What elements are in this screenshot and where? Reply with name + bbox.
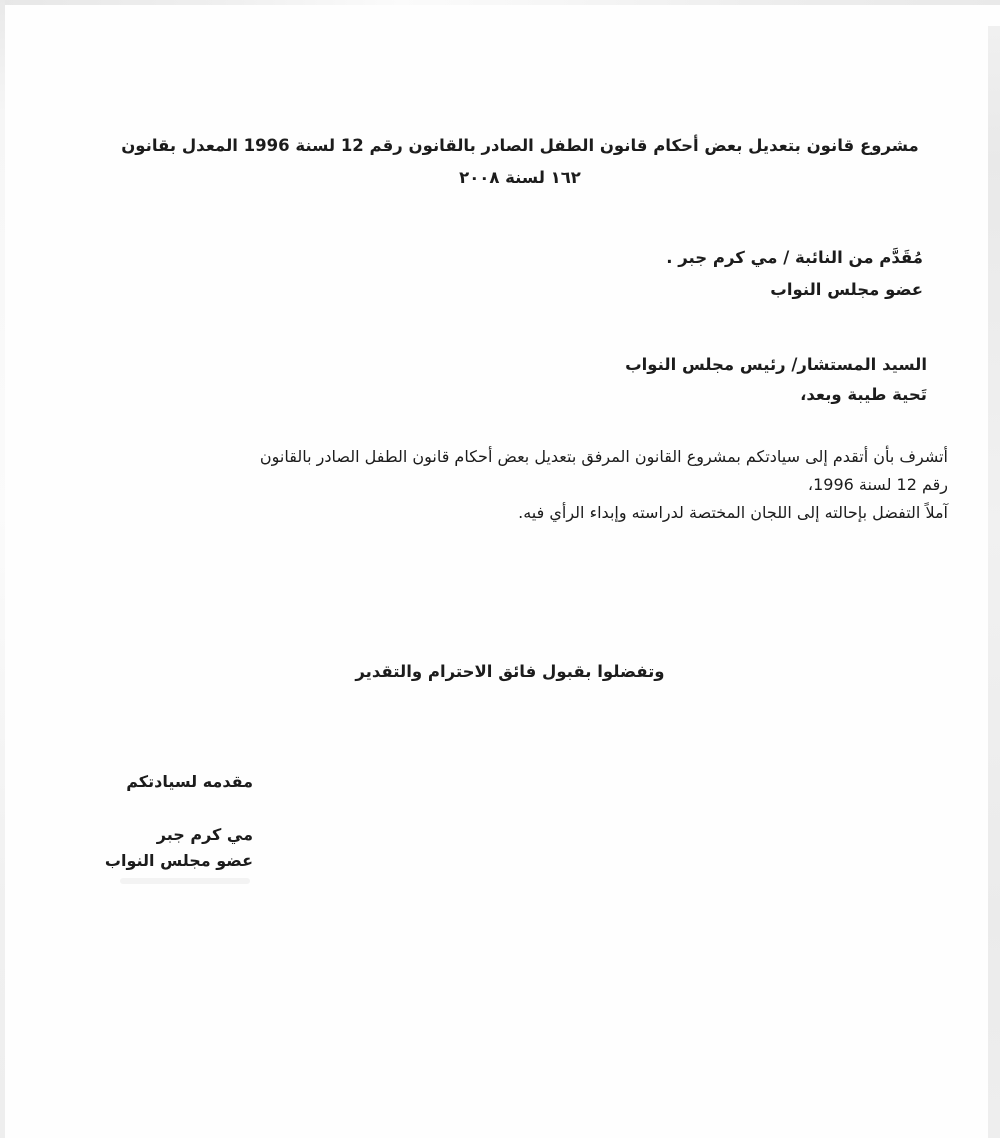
submitter-role: عضو مجلس النواب [770,280,923,299]
body-paragraph [103,443,948,527]
scan-edge-right [988,26,1000,1138]
scan-edge-top [0,0,1000,5]
greeting-line: تَحية طيبة وبعد، [800,385,927,404]
scan-edge-left [0,0,5,1138]
title-line-2: ١٦٢ لسنة ٢٠٠٨ [459,168,581,187]
signature-role: عضو مجلس النواب [104,851,253,870]
title-line-1: مشروع قانون بتعديل بعض أحكام قانون الطفل الصادر بالقانون رقم 12 لسنة 1996 المعدل بقانون [121,136,919,155]
scan-smudge [120,878,250,884]
submitter-line: مُقَدَّم من النائبة / مي كرم جبر . [666,248,923,267]
signature-block [105,768,253,874]
signature-name: مي كرم جبر [156,825,253,844]
submitter-block [666,242,923,306]
body-line-1: أتشرف بأن أتقدم إلى سيادتكم بمشروع القانون المرفق بتعديل بعض أحكام قانون الطفل الصادر بالقانون [259,447,948,466]
closing-line: وتفضلوا بقبول فائق الاحترام والتقدير [355,662,665,681]
addressee-line: السيد المستشار/ رئيس مجلس النواب [625,355,927,374]
document-title [105,130,935,194]
signature-intro: مقدمه لسيادتكم [126,772,253,791]
body-line-2: رقم 12 لسنة 1996، [807,475,948,494]
addressee-block [625,350,927,410]
body-line-3: آملاً التفضل بإحالته إلى اللجان المختصة لدراسته وإبداء الرأي فيه. [518,503,948,522]
